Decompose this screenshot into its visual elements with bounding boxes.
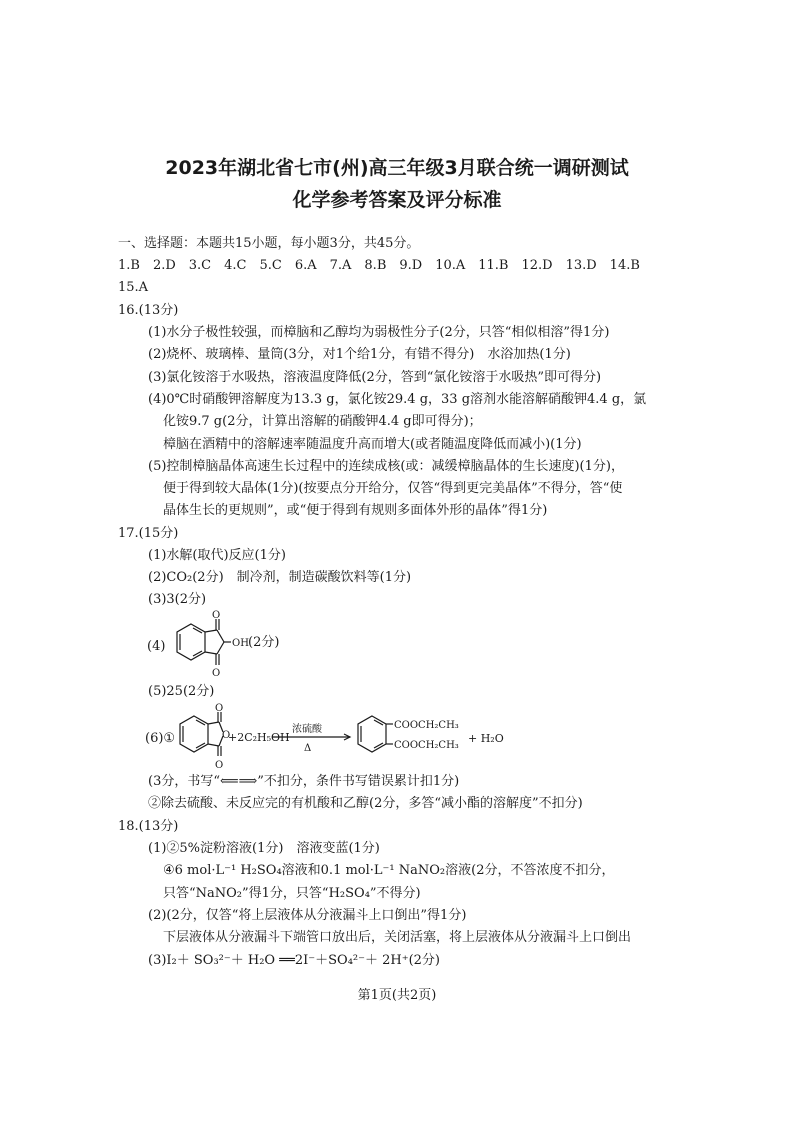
q18-1a: (1)②5%淀粉溶液(1分) 溶液变蓝(1分) — [148, 841, 380, 856]
q16-4b: 化铵9.7 g(2分，计算出溶解的硝酸钾4.4 g即可得分)； — [163, 414, 482, 429]
q17-4-score: (2分) — [248, 635, 280, 650]
q17-6-ester-2: COOCH₂CH₃ — [394, 740, 459, 751]
q17-6-reagent: +2C₂H₅OH — [228, 731, 290, 744]
q16-4c: 樟脑在酒精中的溶解速率随温度升高而增大(或者随温度降低而减小)(1分) — [163, 437, 582, 452]
q17-heading: 17.(15分) — [118, 526, 179, 541]
q17-6-equation — [140, 704, 540, 774]
q17-6-water: + H₂O — [468, 732, 504, 745]
q18-3: (3)I₂＋ SO₃²⁻＋ H₂O ══2I⁻＋SO₄²⁻＋ 2H⁺(2分) — [148, 953, 440, 968]
q17-6-ester-1: COOCH₂CH₃ — [394, 720, 459, 731]
q16-1: (1)水分子极性较强，而樟脑和乙醇均为弱极性分子(2分，只答“相似相溶”得1分) — [148, 325, 610, 340]
q17-4-o-bottom: O — [212, 668, 221, 679]
q17-6-note: (3分，书写“⟸⟹”不扣分，条件书写错误累计扣1分) — [148, 774, 460, 789]
q17-6-o-ring: O — [222, 730, 231, 741]
section-1-heading: 一、选择题：本题共15小题，每小题3分，共45分。 — [118, 236, 420, 251]
q16-5a: (5)控制樟脑晶体高速生长过程中的连续成核(或：减缓樟脑晶体的生长速度)(1分)， — [148, 459, 624, 474]
q17-4-oh: OH — [232, 638, 249, 649]
q17-6-o-top: O — [215, 703, 224, 714]
q16-3: (3)氯化铵溶于水吸热，溶液温度降低(2分，答到“氯化铵溶于水吸热”即可得分) — [148, 370, 602, 385]
q17-2: (2)CO₂(2分) 制冷剂，制造碳酸饮料等(1分) — [148, 570, 412, 585]
q17-4-label: (4) — [147, 639, 166, 654]
q18-heading: 18.(13分) — [118, 819, 179, 834]
q17-6-o-bottom: O — [215, 760, 224, 771]
q17-6-2: ②除去硫酸、未反应完的有机酸和乙醇(2分，多答“减小酯的溶解度”不扣分) — [148, 796, 583, 811]
q16-heading: 16.(13分) — [118, 303, 179, 318]
q18-2a: (2)(2分，仅答“将上层液体从分液漏斗上口倒出”得1分) — [148, 908, 467, 923]
q18-2b: 下层液体从分液漏斗下端管口放出后，关闭活塞，将上层液体从分液漏斗上口倒出 — [163, 930, 632, 945]
q16-4a: (4)0℃时硝酸钾溶解度为13.3 g，氯化铵29.4 g，33 g溶剂水能溶解硝酸钾4.4 g，氯 — [148, 392, 647, 407]
answers-row-2: 15.A — [118, 280, 149, 295]
q17-6-condition: 浓硫酸 — [292, 724, 322, 735]
q17-6-label: (6)① — [145, 731, 176, 746]
page-title: 2023年湖北省七市(州)高三年级3月联合统一调研测试 — [165, 157, 629, 179]
q16-2: (2)烧杯、玻璃棒、量筒(3分，对1个给1分，有错不得分) 水浴加热(1分) — [148, 347, 571, 362]
q17-5: (5)25(2分) — [148, 684, 215, 699]
q16-5b: 便于得到较大晶体(1分)(按要点分开给分，仅答“得到更完美晶体”不得分，答“使 — [163, 481, 623, 496]
answers-row-1: 1.B 2.D 3.C 4.C 5.C 6.A 7.A 8.B 9.D 10.A 11.B 12.D 13.D 14.B — [118, 258, 640, 273]
q16-5c: 晶体生长的更规则”，或“便于得到有规则多面体外形的晶体”得1分) — [163, 503, 548, 518]
q17-3: (3)3(2分) — [148, 592, 207, 607]
q17-1: (1)水解(取代)反应(1分) — [148, 548, 286, 563]
q17-4-o-top: O — [212, 610, 221, 621]
q17-6-delta: Δ — [304, 743, 312, 754]
page-footer: 第1页(共2页) — [357, 988, 437, 1003]
q17-4-structure — [140, 612, 340, 682]
q18-1c: 只答“NaNO₂”得1分，只答“H₂SO₄”不得分) — [163, 886, 421, 901]
q18-1b: ④6 mol·L⁻¹ H₂SO₄溶液和0.1 mol·L⁻¹ NaNO₂溶液(2分，不答浓度不扣分， — [163, 863, 615, 878]
page-subtitle: 化学参考答案及评分标准 — [292, 189, 502, 211]
